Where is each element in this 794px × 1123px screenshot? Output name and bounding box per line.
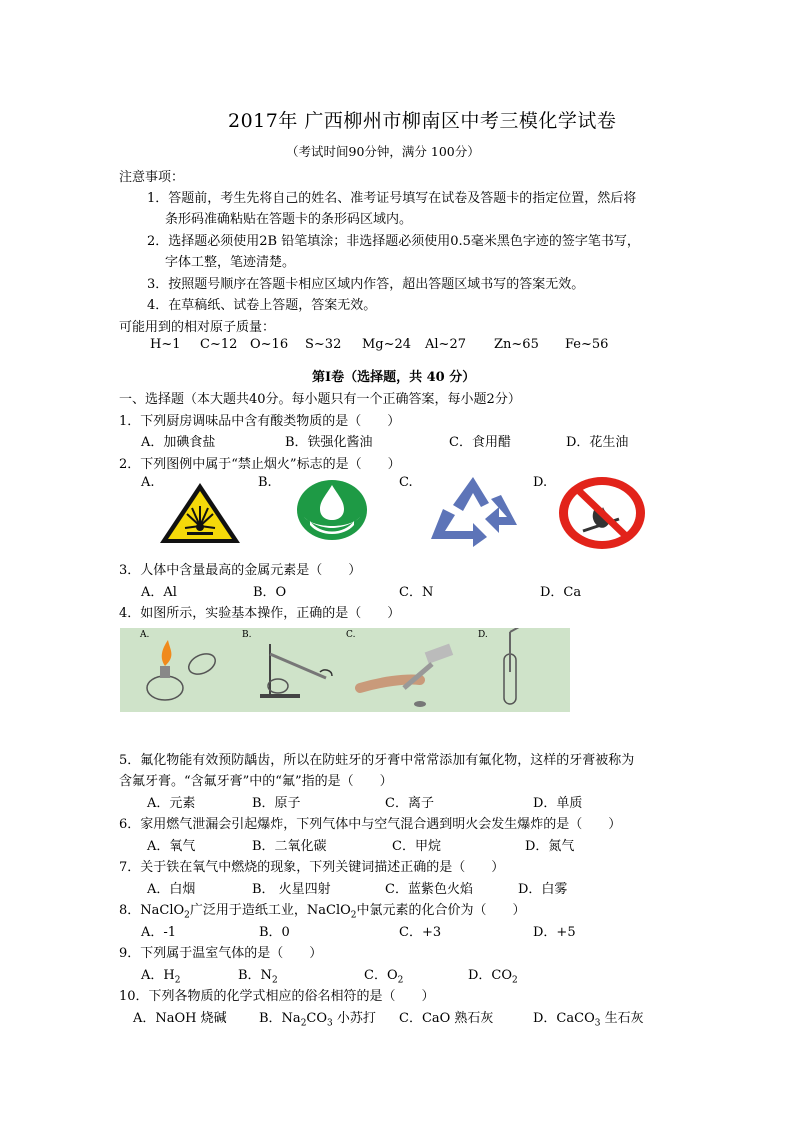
notice-line: 1．答题前，考生先将自己的姓名、准考证号填写在试卷及答题卡的指定位置，然后将 <box>147 191 637 206</box>
q3-option-c: C．N <box>399 585 434 600</box>
q3-option-a: A．Al <box>141 585 177 600</box>
q7-option-b: B． 火星四射 <box>252 882 331 897</box>
question-10-stem: 10．下列各物质的化学式相应的俗名相符的是（ ） <box>119 989 435 1004</box>
q7-option-d: D．白雾 <box>518 882 568 897</box>
q9-option-b: B．$N_2$ <box>238 968 278 986</box>
q1-option-d: D．花生油 <box>566 435 629 450</box>
q10-option-b: B．$Na_2CO_3$ 小苏打 <box>259 1011 376 1029</box>
atomic-mass: O~16 <box>250 337 289 352</box>
q7-option-c: C．蓝紫色火焰 <box>385 882 473 897</box>
notice-line: 2．选择题必须使用2B 铅笔填涂；非选择题必须使用0.5毫米黑色字迹的签字笔书写， <box>147 234 640 249</box>
question-8-stem: 8．NaClO$_2$广泛用于造纸工业，NaClO$_2$中氯元素的化合价为（ ） <box>119 903 526 921</box>
question-4-stem: 4．如图所示，实验基本操作，正确的是（ ） <box>119 606 401 621</box>
question-9-stem: 9．下列属于温室气体的是（ ） <box>119 946 323 961</box>
question-5-stem: 5．氟化物能有效预防龋齿，所以在防蛀牙的牙膏中常常添加有氟化物，这样的牙膏被称为 <box>119 753 635 768</box>
atomic-mass: Mg~24 <box>362 337 412 352</box>
q2-option-d: D. <box>533 475 548 490</box>
q3-option-b: B．O <box>253 585 287 600</box>
explosive-warning-icon <box>157 480 243 546</box>
photo-label-a: A. <box>140 630 150 640</box>
q6-option-d: D．氮气 <box>525 839 575 854</box>
notice-line: 条形码准确粘贴在答题卡的条形码区域内。 <box>165 212 413 227</box>
question-1-stem: 1．下列厨房调味品中含有酸类物质的是（ ） <box>119 414 401 429</box>
q5-option-a: A．元素 <box>147 796 196 811</box>
q6-option-c: C．甲烷 <box>392 839 441 854</box>
experiment-photo <box>120 628 570 712</box>
q9-option-d: D．$CO_2$ <box>468 968 518 986</box>
atomic-heading: 可能用到的相对原子质量： <box>119 320 276 335</box>
q8-option-a: A．-1 <box>141 925 177 940</box>
atomic-mass: S~32 <box>305 337 342 352</box>
q2-option-a: A. <box>141 475 155 490</box>
q8-option-d: D．+5 <box>533 925 576 940</box>
question-5-stem-cont: 含氟牙膏。“含氟牙膏”中的“氟”指的是（ ） <box>119 774 393 789</box>
q10-option-a: A．NaOH 烧碱 <box>133 1011 227 1026</box>
atomic-mass: Fe~56 <box>565 337 609 352</box>
q8-option-c: C．+3 <box>399 925 442 940</box>
photo-label-c: C. <box>346 630 356 640</box>
q5-option-b: B．原子 <box>252 796 301 811</box>
notice-line: 3．按照题号顺序在答题卡相应区域内作答，超出答题区域书写的答案无效。 <box>147 277 585 292</box>
question-7-stem: 7．关于铁在氧气中燃烧的现象，下列关键词描述正确的是（ ） <box>119 860 505 875</box>
exam-info: （考试时间90分钟，满分 100分） <box>286 144 480 159</box>
question-6-stem: 6．家用燃气泄漏会引起爆炸，下列气体中与空气混合遇到明火会发生爆炸的是（ ） <box>119 817 622 832</box>
no-fire-icon <box>557 475 647 551</box>
lab-apparatus-icon <box>120 628 570 712</box>
q6-option-a: A．氧气 <box>147 839 196 854</box>
q10-option-d: D．CaCO$_3$ 生石灰 <box>533 1011 644 1029</box>
section-intro: 一、选择题（本大题共40分。每小题只有一个正确答案，每小题2分） <box>119 392 521 407</box>
question-3-stem: 3．人体中含量最高的金属元素是（ ） <box>119 563 362 578</box>
q5-option-c: C．离子 <box>385 796 434 811</box>
q9-option-a: A．$H_2$ <box>141 968 181 986</box>
q10-option-c: C．CaO 熟石灰 <box>399 1011 494 1026</box>
q6-option-b: B．二氧化碳 <box>252 839 327 854</box>
atomic-mass: Zn~65 <box>494 337 539 352</box>
atomic-mass: Al~27 <box>425 337 466 352</box>
q1-option-a: A．加碘食盐 <box>141 435 216 450</box>
q8-option-b: B．0 <box>259 925 290 940</box>
notice-heading: 注意事项： <box>119 170 185 185</box>
q2-option-c: C. <box>399 475 413 490</box>
q1-option-b: B．铁强化酱油 <box>285 435 373 450</box>
q9-option-c: C．$O_2$ <box>364 968 404 986</box>
photo-label-b: B. <box>242 630 252 640</box>
atomic-mass: C~12 <box>200 337 238 352</box>
section-title: 第Ⅰ卷（选择题，共 40 分） <box>312 370 476 385</box>
q1-option-c: C．食用醋 <box>449 435 511 450</box>
photo-label-d: D. <box>478 630 488 640</box>
q7-option-a: A．白烟 <box>147 882 196 897</box>
notice-line: 字体工整，笔迹清楚。 <box>165 255 296 270</box>
q2-option-b: B. <box>258 475 272 490</box>
water-saving-icon <box>296 479 368 541</box>
q5-option-d: D．单质 <box>533 796 583 811</box>
q3-option-d: D．Ca <box>540 585 582 600</box>
recycle-icon <box>427 475 519 549</box>
question-2-stem: 2．下列图例中属于“禁止烟火”标志的是（ ） <box>119 457 401 472</box>
page-title: 2017年 广西柳州市柳南区中考三模化学试卷 <box>228 110 617 132</box>
atomic-mass: H~1 <box>150 337 181 352</box>
notice-line: 4．在草稿纸、试卷上答题，答案无效。 <box>147 298 377 313</box>
